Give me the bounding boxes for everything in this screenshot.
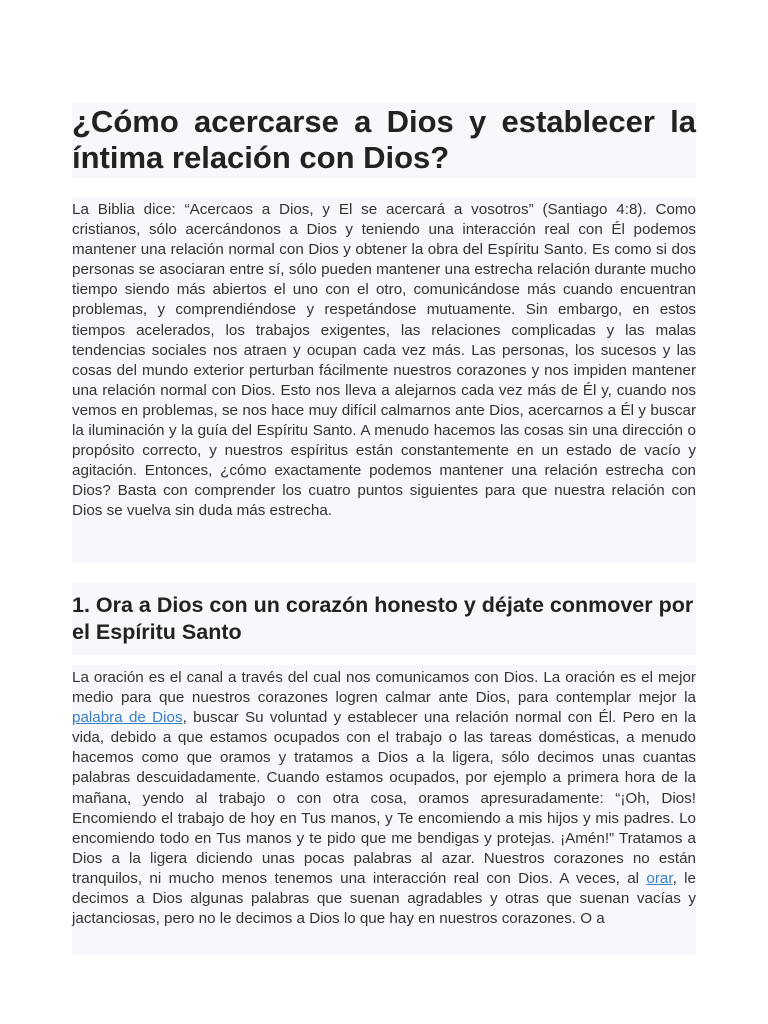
article-title: ¿Cómo acercarse a Dios y establecer la íntima relación con Dios? (72, 104, 696, 175)
section-1-paragraph (72, 668, 696, 929)
section-1-heading: 1. Ora a Dios con un corazón honesto y déjate conmover por el Espíritu Santo (72, 593, 694, 644)
section-1-text-part-1: La oración es el canal a través del cual nos comunicamos con Dios. La oración es el mejor medio para que nuestros corazones logren calmar ante Dios, para contemplar mejor la (72, 669, 696, 707)
section-1-text-part-3: , le decimos a Dios algunas palabras que suenan agradables y otras que suenan vacías y jactanciosas, pero no le decimos a Dios lo que hay en nuestros corazones. O a (72, 869, 696, 928)
intro-paragraph: La Biblia dice: “Acercaos a Dios, y El se acercará a vosotros” (Santiago 4:8). Como cristianos, sólo acercándonos a Dios y teniendo una interacción real con Él podemos mantener una relación normal con Dios y obtener la obra del Espíritu Santo. Es como si dos personas se asociaran entre sí, sólo pueden mantener una estrecha relación durante mucho tiempo siendo más abiertos el uno con el otro, comunicándose más cuando encuentran problemas, y comprendiéndose y respetándose mutuamente. Sin embargo, en estos tiempos acelerados, los trabajos exigentes, las relaciones complicadas y las malas tendencias sociales nos atraen y ocupan cada vez más. Las personas, los sucesos y las cosas del mundo exterior perturban fácilmente nuestros corazones y nos impiden mantener una relación normal con Dios. Esto nos lleva a alejarnos cada vez más de Él y, cuando nos vemos en problemas, se nos hace muy difícil calmarnos ante Dios, acercarnos a Él y buscar la iluminación y la guía del Espíritu Santo. A menudo hacemos las cosas sin una dirección o propósito correcto, y nuestros espíritus están constantemente en un estado de vacío y agitación. Entonces, ¿cómo exactamente podemos mantener una relación estrecha con Dios? Basta con comprender los cuatro puntos siguientes para que nuestra relación con Dios se vuelva sin duda más estrecha. (72, 201, 696, 520)
palabra-de-dios-link[interactable]: palabra de Dios (72, 709, 183, 727)
orar-link[interactable]: orar (646, 869, 673, 887)
section-1-text-part-2: , buscar Su voluntad y establecer una relación normal con Él. Pero en la vida, debido a que estamos ocupados con el trabajo o las tareas domésticas, a menudo hacemos como que oramos y tratamos a Dios a la ligera, sólo decimos unas cuantas palabras descuidadamente. Cuando estamos ocupados, por ejemplo a primera hora de la mañana, yendo al trabajo o con otra cosa, oramos apresuradamente: “¡Oh, Dios! Encomiendo el trabajo de hoy en Tus manos, y Te encomiendo a mis hijos y mis padres. Lo encomiendo todo en Tus manos y te pido que me bendigas y protejas. ¡Amén!” Tratamos a Dios a la ligera diciendo unas pocas palabras al azar. Nuestros corazones no están tranquilos, ni mucho menos tenemos una interacción real con Dios. A veces, al (72, 709, 696, 887)
